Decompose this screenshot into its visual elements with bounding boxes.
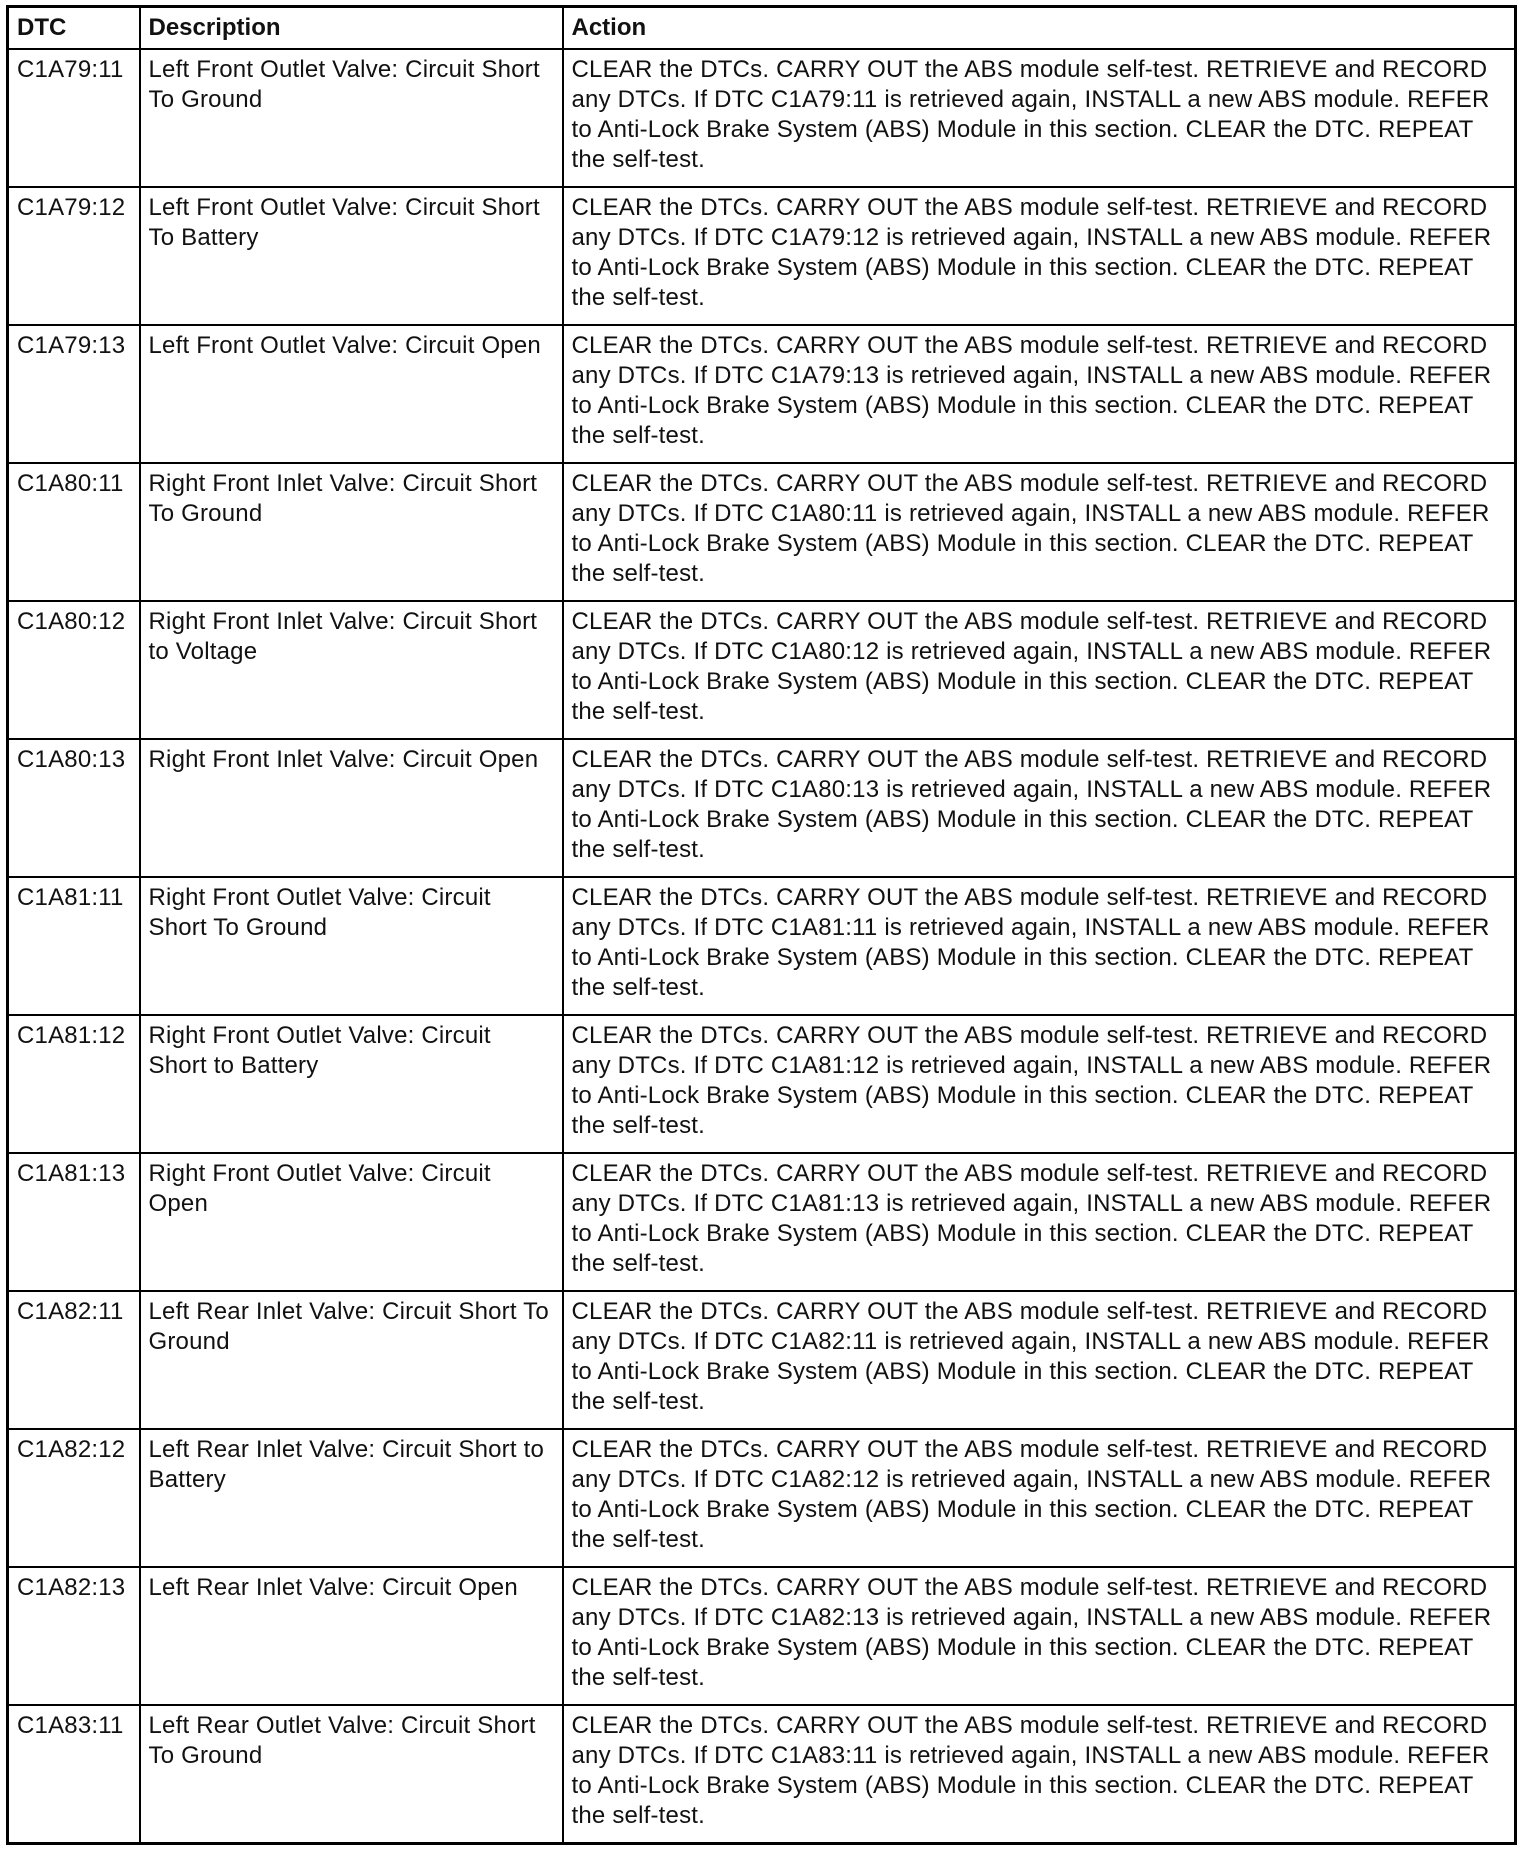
dtc-action: CLEAR the DTCs. CARRY OUT the ABS module self-test. RETRIEVE and RECORD any DTCs. If DTC C1A82:12 is retrieved again, INSTALL a new ABS module. REFER to Anti-Lock Brake System (ABS) Module in this section. CLEAR the DTC. REPEAT the self-test. — [563, 1429, 1516, 1567]
dtc-code: C1A81:13 — [8, 1153, 140, 1291]
table-row — [8, 49, 1516, 187]
dtc-action: CLEAR the DTCs. CARRY OUT the ABS module self-test. RETRIEVE and RECORD any DTCs. If DTC C1A82:11 is retrieved again, INSTALL a new ABS module. REFER to Anti-Lock Brake System (ABS) Module in this section. CLEAR the DTC. REPEAT the self-test. — [563, 1291, 1516, 1429]
dtc-description: Left Rear Inlet Valve: Circuit Open — [140, 1567, 563, 1705]
dtc-description: Left Rear Inlet Valve: Circuit Short to Battery — [140, 1429, 563, 1567]
dtc-code: C1A81:12 — [8, 1015, 140, 1153]
dtc-action: CLEAR the DTCs. CARRY OUT the ABS module self-test. RETRIEVE and RECORD any DTCs. If DTC C1A80:12 is retrieved again, INSTALL a new ABS module. REFER to Anti-Lock Brake System (ABS) Module in this section. CLEAR the DTC. REPEAT the self-test. — [563, 601, 1516, 739]
dtc-action: CLEAR the DTCs. CARRY OUT the ABS module self-test. RETRIEVE and RECORD any DTCs. If DTC C1A83:11 is retrieved again, INSTALL a new ABS module. REFER to Anti-Lock Brake System (ABS) Module in this section. CLEAR the DTC. REPEAT the self-test. — [563, 1705, 1516, 1843]
table-row — [8, 1153, 1516, 1291]
dtc-action: CLEAR the DTCs. CARRY OUT the ABS module self-test. RETRIEVE and RECORD any DTCs. If DTC C1A81:11 is retrieved again, INSTALL a new ABS module. REFER to Anti-Lock Brake System (ABS) Module in this section. CLEAR the DTC. REPEAT the self-test. — [563, 877, 1516, 1015]
header-action: Action — [563, 7, 1516, 50]
dtc-code: C1A80:12 — [8, 601, 140, 739]
dtc-code: C1A83:11 — [8, 1705, 140, 1843]
dtc-description: Left Front Outlet Valve: Circuit Open — [140, 325, 563, 463]
dtc-action: CLEAR the DTCs. CARRY OUT the ABS module self-test. RETRIEVE and RECORD any DTCs. If DTC C1A79:11 is retrieved again, INSTALL a new ABS module. REFER to Anti-Lock Brake System (ABS) Module in this section. CLEAR the DTC. REPEAT the self-test. — [563, 49, 1516, 187]
dtc-action: CLEAR the DTCs. CARRY OUT the ABS module self-test. RETRIEVE and RECORD any DTCs. If DTC C1A81:12 is retrieved again, INSTALL a new ABS module. REFER to Anti-Lock Brake System (ABS) Module in this section. CLEAR the DTC. REPEAT the self-test. — [563, 1015, 1516, 1153]
table-body — [8, 49, 1516, 1843]
header-description: Description — [140, 7, 563, 50]
dtc-code: C1A79:11 — [8, 49, 140, 187]
table-header — [8, 7, 1516, 50]
table-row — [8, 1567, 1516, 1705]
dtc-description: Left Front Outlet Valve: Circuit Short To Ground — [140, 49, 563, 187]
table-row — [8, 1705, 1516, 1843]
dtc-description: Left Rear Outlet Valve: Circuit Short To Ground — [140, 1705, 563, 1843]
dtc-action: CLEAR the DTCs. CARRY OUT the ABS module self-test. RETRIEVE and RECORD any DTCs. If DTC C1A80:11 is retrieved again, INSTALL a new ABS module. REFER to Anti-Lock Brake System (ABS) Module in this section. CLEAR the DTC. REPEAT the self-test. — [563, 463, 1516, 601]
dtc-code: C1A82:11 — [8, 1291, 140, 1429]
table-row — [8, 1291, 1516, 1429]
table-row — [8, 1429, 1516, 1567]
table-row — [8, 325, 1516, 463]
header-dtc: DTC — [8, 7, 140, 50]
dtc-code: C1A82:12 — [8, 1429, 140, 1567]
dtc-code: C1A80:13 — [8, 739, 140, 877]
dtc-action: CLEAR the DTCs. CARRY OUT the ABS module self-test. RETRIEVE and RECORD any DTCs. If DTC C1A82:13 is retrieved again, INSTALL a new ABS module. REFER to Anti-Lock Brake System (ABS) Module in this section. CLEAR the DTC. REPEAT the self-test. — [563, 1567, 1516, 1705]
table-row — [8, 187, 1516, 325]
dtc-action: CLEAR the DTCs. CARRY OUT the ABS module self-test. RETRIEVE and RECORD any DTCs. If DTC C1A81:13 is retrieved again, INSTALL a new ABS module. REFER to Anti-Lock Brake System (ABS) Module in this section. CLEAR the DTC. REPEAT the self-test. — [563, 1153, 1516, 1291]
dtc-code: C1A79:12 — [8, 187, 140, 325]
header-row — [8, 7, 1516, 50]
dtc-description: Right Front Inlet Valve: Circuit Short To Ground — [140, 463, 563, 601]
dtc-code: C1A79:13 — [8, 325, 140, 463]
dtc-action: CLEAR the DTCs. CARRY OUT the ABS module self-test. RETRIEVE and RECORD any DTCs. If DTC C1A79:12 is retrieved again, INSTALL a new ABS module. REFER to Anti-Lock Brake System (ABS) Module in this section. CLEAR the DTC. REPEAT the self-test. — [563, 187, 1516, 325]
table-row — [8, 877, 1516, 1015]
dtc-action: CLEAR the DTCs. CARRY OUT the ABS module self-test. RETRIEVE and RECORD any DTCs. If DTC C1A79:13 is retrieved again, INSTALL a new ABS module. REFER to Anti-Lock Brake System (ABS) Module in this section. CLEAR the DTC. REPEAT the self-test. — [563, 325, 1516, 463]
dtc-description: Right Front Outlet Valve: Circuit Open — [140, 1153, 563, 1291]
table-row — [8, 463, 1516, 601]
table-row — [8, 601, 1516, 739]
dtc-description: Right Front Outlet Valve: Circuit Short To Ground — [140, 877, 563, 1015]
table-row — [8, 739, 1516, 877]
dtc-description: Left Front Outlet Valve: Circuit Short To Battery — [140, 187, 563, 325]
dtc-code: C1A81:11 — [8, 877, 140, 1015]
dtc-code: C1A82:13 — [8, 1567, 140, 1705]
dtc-table-frame — [6, 5, 1514, 1848]
dtc-description: Left Rear Inlet Valve: Circuit Short To Ground — [140, 1291, 563, 1429]
dtc-description: Right Front Inlet Valve: Circuit Short to Voltage — [140, 601, 563, 739]
dtc-table — [6, 5, 1517, 1845]
dtc-action: CLEAR the DTCs. CARRY OUT the ABS module self-test. RETRIEVE and RECORD any DTCs. If DTC C1A80:13 is retrieved again, INSTALL a new ABS module. REFER to Anti-Lock Brake System (ABS) Module in this section. CLEAR the DTC. REPEAT the self-test. — [563, 739, 1516, 877]
table-row — [8, 1015, 1516, 1153]
dtc-description: Right Front Outlet Valve: Circuit Short to Battery — [140, 1015, 563, 1153]
dtc-code: C1A80:11 — [8, 463, 140, 601]
dtc-description: Right Front Inlet Valve: Circuit Open — [140, 739, 563, 877]
